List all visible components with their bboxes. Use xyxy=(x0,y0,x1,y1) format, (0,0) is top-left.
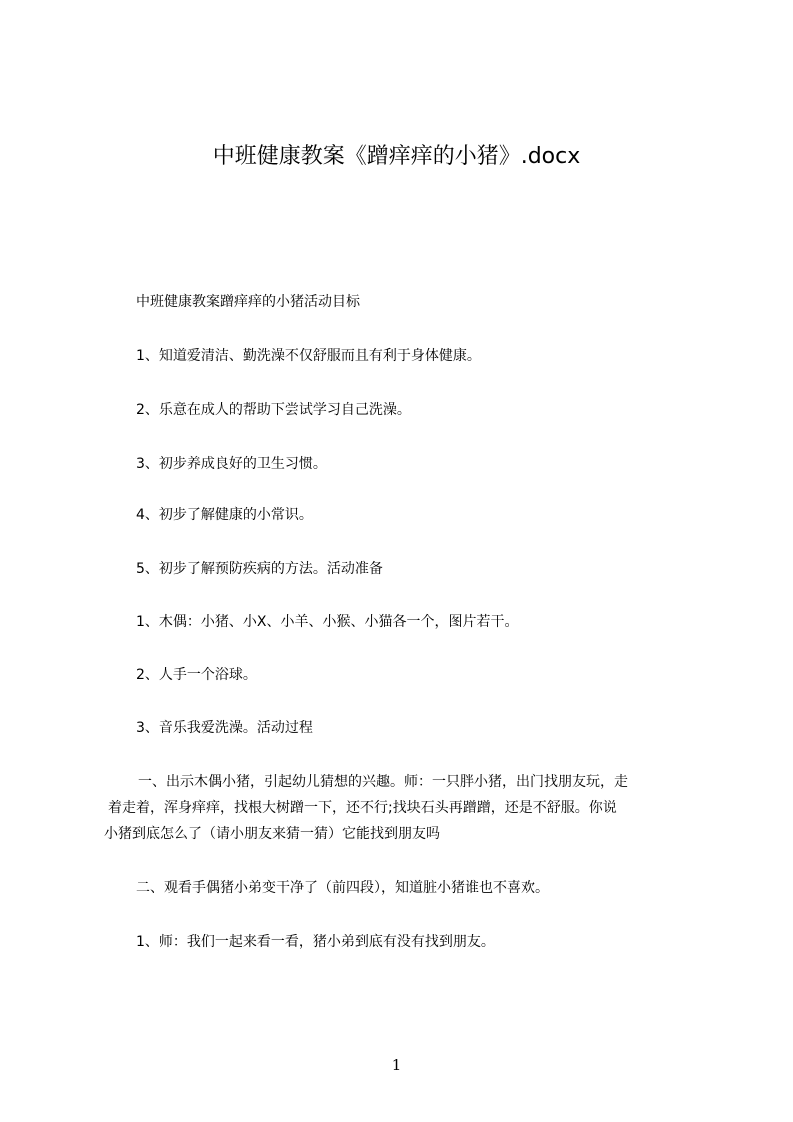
paragraph-prep-1: 1、木偶：小猪、小X、小羊、小猴、小猫各一个，图片若干。 xyxy=(136,614,519,630)
paragraph-goal-1: 1、知道爱清洁、勤洗澡不仅舒服而且有利于身体健康。 xyxy=(136,348,481,364)
document-title: 中班健康教案《蹭痒痒的小猪》.docx xyxy=(212,144,581,169)
paragraph-goal-2: 2、乐意在成人的帮助下尝试学习自己洗澡。 xyxy=(136,402,411,418)
paragraph-process-step-2: 二、观看手偶猪小弟变干净了（前四段），知道脏小猪谁也不喜欢。 xyxy=(136,880,549,896)
paragraph-activity-goals-heading: 中班健康教案蹭痒痒的小猪活动目标 xyxy=(136,294,360,310)
paragraph-goal-4: 4、初步了解健康的小常识。 xyxy=(136,507,313,523)
paragraph-line: 小猪到底怎么了（请小朋友来猜一猜）它能找到朋友吗 xyxy=(104,826,440,842)
paragraph-prep-3: 3、音乐我爱洗澡。活动过程 xyxy=(136,720,313,736)
paragraph-line: 一、出示木偶小猪，引起幼儿猜想的兴趣。师：一只胖小猪，出门找朋友玩，走 xyxy=(138,774,628,790)
paragraph-process-step-1 xyxy=(104,769,704,847)
paragraph-prep-2: 2、人手一个浴球。 xyxy=(136,667,257,683)
paragraph-line: 着走着，浑身痒痒，找根大树蹭一下，还不行;找块石头再蹭蹭，还是不舒服。你说 xyxy=(108,800,617,816)
paragraph-process-step-2-1: 1、师：我们一起来看一看，猪小弟到底有没有找到朋友。 xyxy=(136,934,495,950)
paragraph-goal-3: 3、初步养成良好的卫生习惯。 xyxy=(136,456,327,472)
page-number: 1 xyxy=(391,1056,402,1074)
paragraph-goal-5: 5、初步了解预防疾病的方法。活动准备 xyxy=(136,561,383,577)
